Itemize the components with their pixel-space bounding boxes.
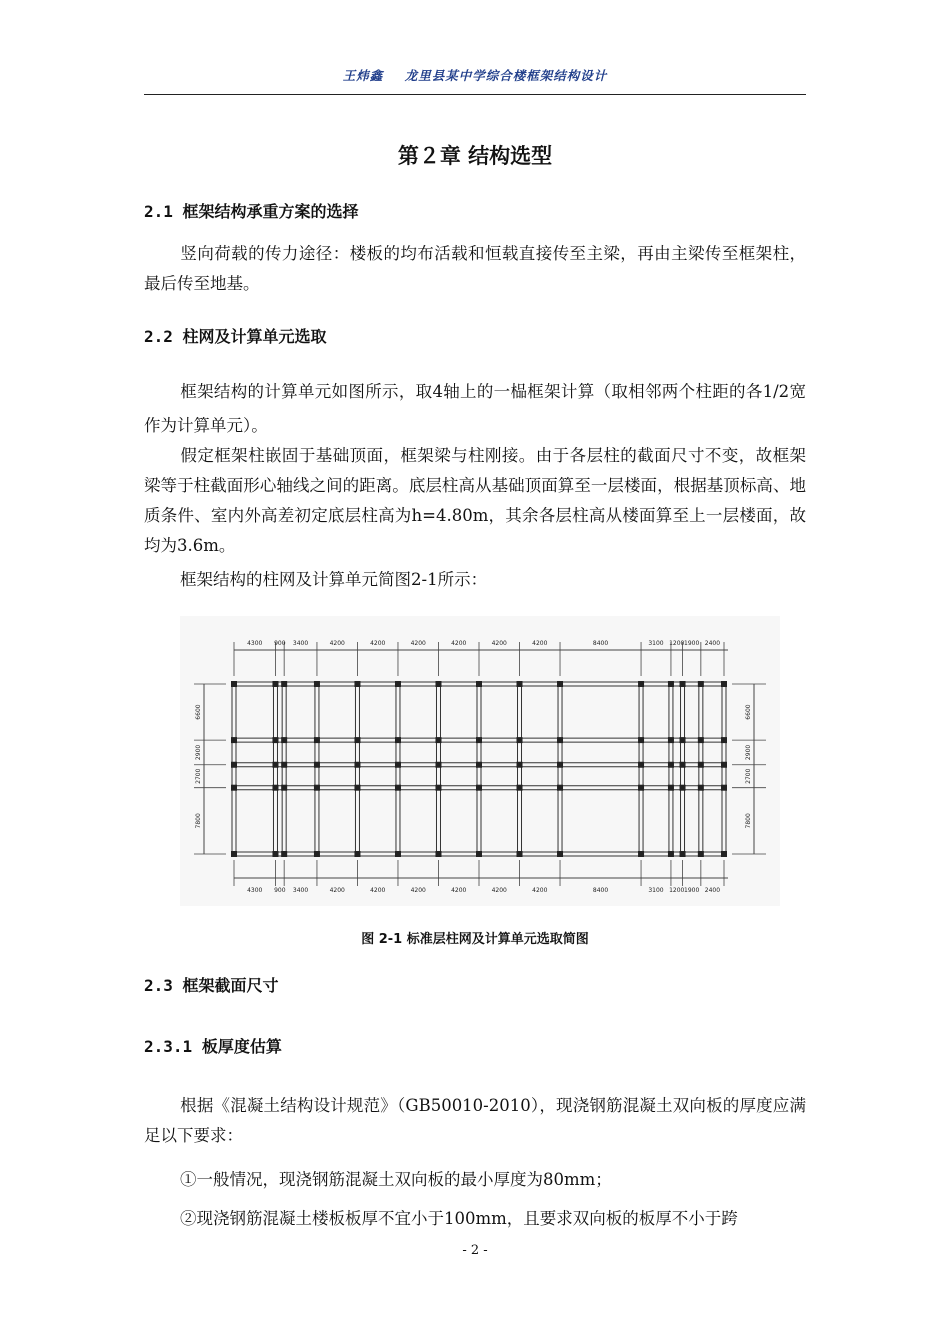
- paragraph: [144, 1091, 806, 1151]
- column-node: [395, 681, 401, 687]
- span-label-bottom: 4300: [247, 887, 263, 894]
- column-node: [721, 762, 727, 768]
- paragraph: [144, 239, 806, 299]
- page-number: - 2 -: [462, 1243, 488, 1258]
- column-node: [668, 851, 674, 857]
- span-label-top: 1900: [684, 640, 700, 647]
- section-title: 柱网及计算单元选取: [182, 327, 327, 346]
- paragraph-text: 框架结构的柱网及计算单元简图2-1所示：: [180, 570, 488, 589]
- column-node: [557, 681, 563, 687]
- column-node: [517, 762, 523, 768]
- column-node: [668, 785, 674, 791]
- column-node: [435, 785, 441, 791]
- span-label-top: 4200: [410, 640, 426, 647]
- column-node: [281, 851, 287, 857]
- header-rule: [144, 94, 806, 95]
- section-title: 板厚度估算: [201, 1037, 282, 1056]
- figure-background: [180, 616, 780, 906]
- column-node: [435, 737, 441, 743]
- column-node: [314, 785, 320, 791]
- section-number: 2.2: [144, 327, 173, 346]
- column-node: [517, 785, 523, 791]
- section-heading-2-3: [144, 973, 279, 996]
- span-label-top: 4200: [451, 640, 467, 647]
- section-number: 2.3: [144, 976, 173, 995]
- column-node: [517, 681, 523, 687]
- column-node: [557, 785, 563, 791]
- paragraph: [144, 565, 806, 595]
- column-node: [721, 681, 727, 687]
- section-number: 2.3.1: [144, 1037, 193, 1056]
- span-label-bottom: 4200: [451, 887, 467, 894]
- column-node: [721, 851, 727, 857]
- span-label-bottom: 4200: [532, 887, 548, 894]
- span-label-bottom: 4200: [491, 887, 507, 894]
- section-title: 框架结构承重方案的选择: [182, 202, 359, 221]
- column-node: [638, 762, 644, 768]
- column-node: [281, 681, 287, 687]
- column-node: [354, 737, 360, 743]
- column-node: [638, 851, 644, 857]
- column-node: [395, 785, 401, 791]
- paragraph-text: 根据《混凝土结构设计规范》（GB50010-2010），现浇钢筋混凝土双向板的厚度应满足以下要求：: [144, 1096, 806, 1145]
- column-node: [517, 737, 523, 743]
- running-header: [144, 66, 806, 84]
- column-node: [272, 785, 278, 791]
- header-author: 王炜鑫: [342, 68, 384, 83]
- column-node: [354, 762, 360, 768]
- column-node: [314, 762, 320, 768]
- span-label-bottom: 900: [274, 887, 286, 894]
- column-node: [272, 681, 278, 687]
- column-node: [698, 737, 704, 743]
- span-label-bottom: 8400: [592, 887, 609, 894]
- column-node: [476, 737, 482, 743]
- column-node: [557, 737, 563, 743]
- paragraph: [144, 375, 806, 443]
- column-node: [476, 762, 482, 768]
- column-node: [476, 681, 482, 687]
- column-node: [354, 785, 360, 791]
- column-node: [698, 681, 704, 687]
- column-node: [314, 851, 320, 857]
- column-node: [314, 737, 320, 743]
- column-node: [435, 762, 441, 768]
- column-node: [281, 737, 287, 743]
- column-node: [721, 785, 727, 791]
- span-label-top: 1200: [669, 640, 685, 647]
- column-node: [395, 762, 401, 768]
- span-label-bottom: 1900: [684, 887, 700, 894]
- section-title: 框架截面尺寸: [182, 976, 279, 995]
- column-node: [354, 681, 360, 687]
- column-node: [395, 851, 401, 857]
- span-label-left: 7800: [195, 813, 202, 829]
- column-node: [668, 737, 674, 743]
- span-label-bottom: 3400: [292, 887, 309, 894]
- column-node: [680, 785, 686, 791]
- column-node: [517, 851, 523, 857]
- span-label-right: 2700: [745, 768, 752, 784]
- span-label-left: 2700: [195, 768, 202, 784]
- column-node: [272, 851, 278, 857]
- column-node: [231, 681, 237, 687]
- span-label-top: 4200: [532, 640, 548, 647]
- paragraph: [144, 1204, 806, 1234]
- paragraph-text: 框架结构的计算单元如图所示，取4轴上的一榀框架计算（取相邻两个柱距的各1/2宽作为计算单元）。: [144, 382, 806, 435]
- span-label-top: 4200: [491, 640, 507, 647]
- column-node: [231, 785, 237, 791]
- column-node: [698, 785, 704, 791]
- column-node: [557, 762, 563, 768]
- column-node: [281, 762, 287, 768]
- column-node: [231, 737, 237, 743]
- column-node: [314, 681, 320, 687]
- column-node: [698, 851, 704, 857]
- paragraph-text: 竖向荷载的传力途径：楼板的均布活载和恒载直接传至主梁，再由主梁传至框架柱，最后传至地基。: [144, 244, 806, 293]
- paragraph-text: 假定框架柱嵌固于基础顶面，框架梁与柱刚接。由于各层柱的截面尺寸不变，故框架梁等于柱截面形心轴线之间的距离。底层柱高从基础顶面算至一层楼面，根据基顶标高、地质条件、室内外高差初定底层柱高为h=4.80m，其余各层柱高从楼面算至上一层楼面，故均为3.6m。: [144, 446, 806, 555]
- paragraph: [144, 1165, 806, 1195]
- span-label-right: 2900: [745, 744, 752, 761]
- span-label-bottom: 2400: [704, 887, 721, 894]
- column-node: [231, 851, 237, 857]
- column-node: [435, 851, 441, 857]
- header-title: 龙里县某中学综合楼框架结构设计: [404, 68, 608, 83]
- section-heading-2-1: [144, 199, 359, 222]
- paragraph-text: ②现浇钢筋混凝土楼板板厚不宜小于100mm，且要求双向板的板厚不小于跨: [180, 1209, 738, 1228]
- column-node: [680, 851, 686, 857]
- column-node: [680, 762, 686, 768]
- span-label-top: 4300: [247, 640, 263, 647]
- column-node: [721, 737, 727, 743]
- span-label-left: 2900: [195, 744, 202, 761]
- span-label-bottom: 3100: [648, 887, 664, 894]
- span-label-right: 7800: [745, 813, 752, 829]
- column-node: [476, 785, 482, 791]
- section-heading-2-2: [144, 324, 327, 347]
- paragraph: [144, 441, 806, 561]
- column-node: [395, 737, 401, 743]
- span-label-top: 4200: [329, 640, 345, 647]
- span-label-bottom: 4200: [410, 887, 426, 894]
- column-node: [680, 681, 686, 687]
- figure-caption: 图 2-1 标准层柱网及计算单元选取简图: [361, 932, 589, 947]
- span-label-top: 900: [274, 640, 286, 647]
- span-label-top: 2400: [704, 640, 721, 647]
- column-grid-figure: [180, 616, 780, 906]
- column-node: [557, 851, 563, 857]
- column-node: [638, 737, 644, 743]
- column-node: [435, 681, 441, 687]
- span-label-top: 3100: [648, 640, 664, 647]
- column-node: [638, 785, 644, 791]
- column-node: [272, 762, 278, 768]
- section-number: 2.1: [144, 202, 173, 221]
- span-label-bottom: 4200: [329, 887, 345, 894]
- paragraph-text: ①一般情况，现浇钢筋混凝土双向板的最小厚度为80mm；: [180, 1170, 612, 1189]
- column-node: [272, 737, 278, 743]
- column-node: [668, 681, 674, 687]
- column-node: [698, 762, 704, 768]
- column-node: [281, 785, 287, 791]
- span-label-top: 8400: [592, 640, 609, 647]
- column-node: [680, 737, 686, 743]
- column-node: [476, 851, 482, 857]
- section-heading-2-3-1: [144, 1034, 282, 1057]
- column-node: [638, 681, 644, 687]
- span-label-bottom: 4200: [370, 887, 386, 894]
- span-label-top: 4200: [370, 640, 386, 647]
- column-node: [354, 851, 360, 857]
- span-label-top: 3400: [292, 640, 309, 647]
- span-label-left: 6600: [195, 704, 202, 720]
- span-label-bottom: 1200: [669, 887, 685, 894]
- column-node: [231, 762, 237, 768]
- chapter-title: 第２章 结构选型: [397, 144, 553, 168]
- span-label-right: 6600: [745, 704, 752, 720]
- column-node: [668, 762, 674, 768]
